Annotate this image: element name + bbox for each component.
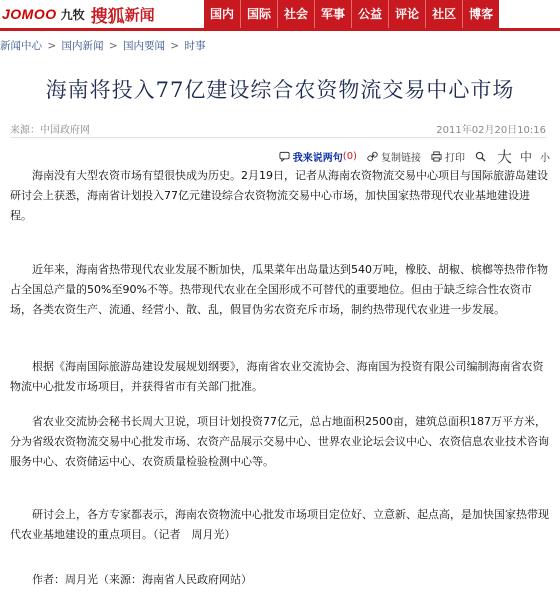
article-paragraph: 近年来，海南省热带现代农业发展不断加快，瓜果菜年出岛量达到540万吨，橡胶、胡椒、槟榔等热带作物占全国总产量的50%至90%不等。热带现代农业在全国形成不可替代的重要地位。但由于缺乏综合性农资市场，各类农资生产、流通、经营小、散、乱，假冒伪劣农资充斥市场，制约热带现代农业进一步发展。 [10, 263, 548, 316]
breadcrumb-separator: > [166, 40, 183, 52]
nav-item-charity[interactable]: 公益 [352, 0, 389, 28]
print-button[interactable] [431, 149, 465, 164]
article-tools [269, 147, 550, 165]
breadcrumb-domestic-news[interactable]: 国内新闻 [61, 40, 104, 52]
font-size-large[interactable]: 大 [496, 147, 512, 166]
article-paragraph: 根据《海南国际旅游岛建设发展规划纲要》，海南省农业交流协会、海南国为投资有限公司编制海南省农资物流中心批发市场项目，并获得省市有关部门批准。 [10, 360, 544, 393]
magnifier-icon [475, 151, 486, 162]
logo-area[interactable] [0, 3, 155, 25]
breadcrumb-domestic-headlines[interactable]: 国内要闻 [122, 40, 165, 52]
breadcrumb [0, 38, 205, 53]
top-bar [0, 0, 560, 31]
comment-count: (0) [342, 150, 357, 162]
copy-link-label[interactable]: 复制链接 [380, 152, 421, 164]
site-name[interactable]: 搜狐 [90, 6, 125, 27]
font-size-medium[interactable]: 中 [519, 149, 532, 164]
nav-item-society[interactable]: 社会 [278, 0, 315, 28]
comment-icon [279, 151, 290, 162]
breadcrumb-separator: > [105, 40, 121, 52]
article-author-line: 作者：周月光（来源：海南省人民政府网站） [32, 573, 252, 586]
nav-item-blog[interactable]: 博客 [469, 7, 494, 21]
comment-label[interactable]: 我来说两句 [292, 152, 343, 164]
article-title: 海南将投入77亿建设综合农资物流交易中心市场 [45, 78, 515, 102]
site-section[interactable]: 新闻 [124, 5, 155, 24]
breadcrumb-news-center[interactable]: 新闻中心 [0, 40, 42, 52]
sponsor-logo-cn: 九牧 [60, 7, 85, 22]
article-date: 2011年02月20日10:16 [436, 125, 546, 136]
main-nav [204, 0, 499, 28]
article-paragraph: 研讨会上，各方专家都表示，海南农资物流中心批发市场项目定位好、立意新、起点高，是加快国家热带现代农业基地建设的重点项目。（记者 周月光） [10, 508, 549, 541]
article-paragraph: 海南没有大型农资市场有望很快成为历史。2月19日，记者从海南农资物流交易中心项目与国际旅游岛建设研讨会上获悉，海南省计划投入77亿元建设综合农资物流交易中心市场，加快国家热带现代农业基地建设进程。 [10, 169, 548, 222]
sponsor-logo[interactable]: JOMOO [2, 6, 57, 22]
nav-item-community[interactable]: 社区 [426, 0, 463, 28]
article-paragraph: 省农业交流协会秘书长周大卫说，项目计划投资77亿元，总占地面积2500亩，建筑总面积187万平方米，分为省级农资物流交易中心批发市场、农资产品展示交易中心、世界农业论坛会议中心、农资信息农业技术咨询服务中心、农资储运中心、农资质量检验检测中心等。 [10, 415, 549, 468]
font-size-control [475, 146, 550, 167]
font-size-small[interactable]: 小 [540, 152, 550, 164]
printer-icon [431, 151, 442, 162]
nav-item-military[interactable]: 军事 [315, 0, 352, 28]
nav-item-commentary[interactable]: 评论 [389, 0, 426, 28]
comment-button[interactable] [279, 149, 357, 164]
article-meta [10, 121, 546, 138]
breadcrumb-current-affairs[interactable]: 时事 [184, 40, 206, 52]
print-label[interactable]: 打印 [444, 152, 465, 164]
link-icon [367, 151, 378, 162]
breadcrumb-separator: > [44, 40, 60, 52]
nav-item-international[interactable]: 国际 [241, 0, 278, 28]
copy-link-button[interactable] [367, 149, 421, 164]
article-source: 来源：中国政府网 [10, 125, 90, 136]
nav-item-domestic[interactable]: 国内 [204, 0, 241, 28]
